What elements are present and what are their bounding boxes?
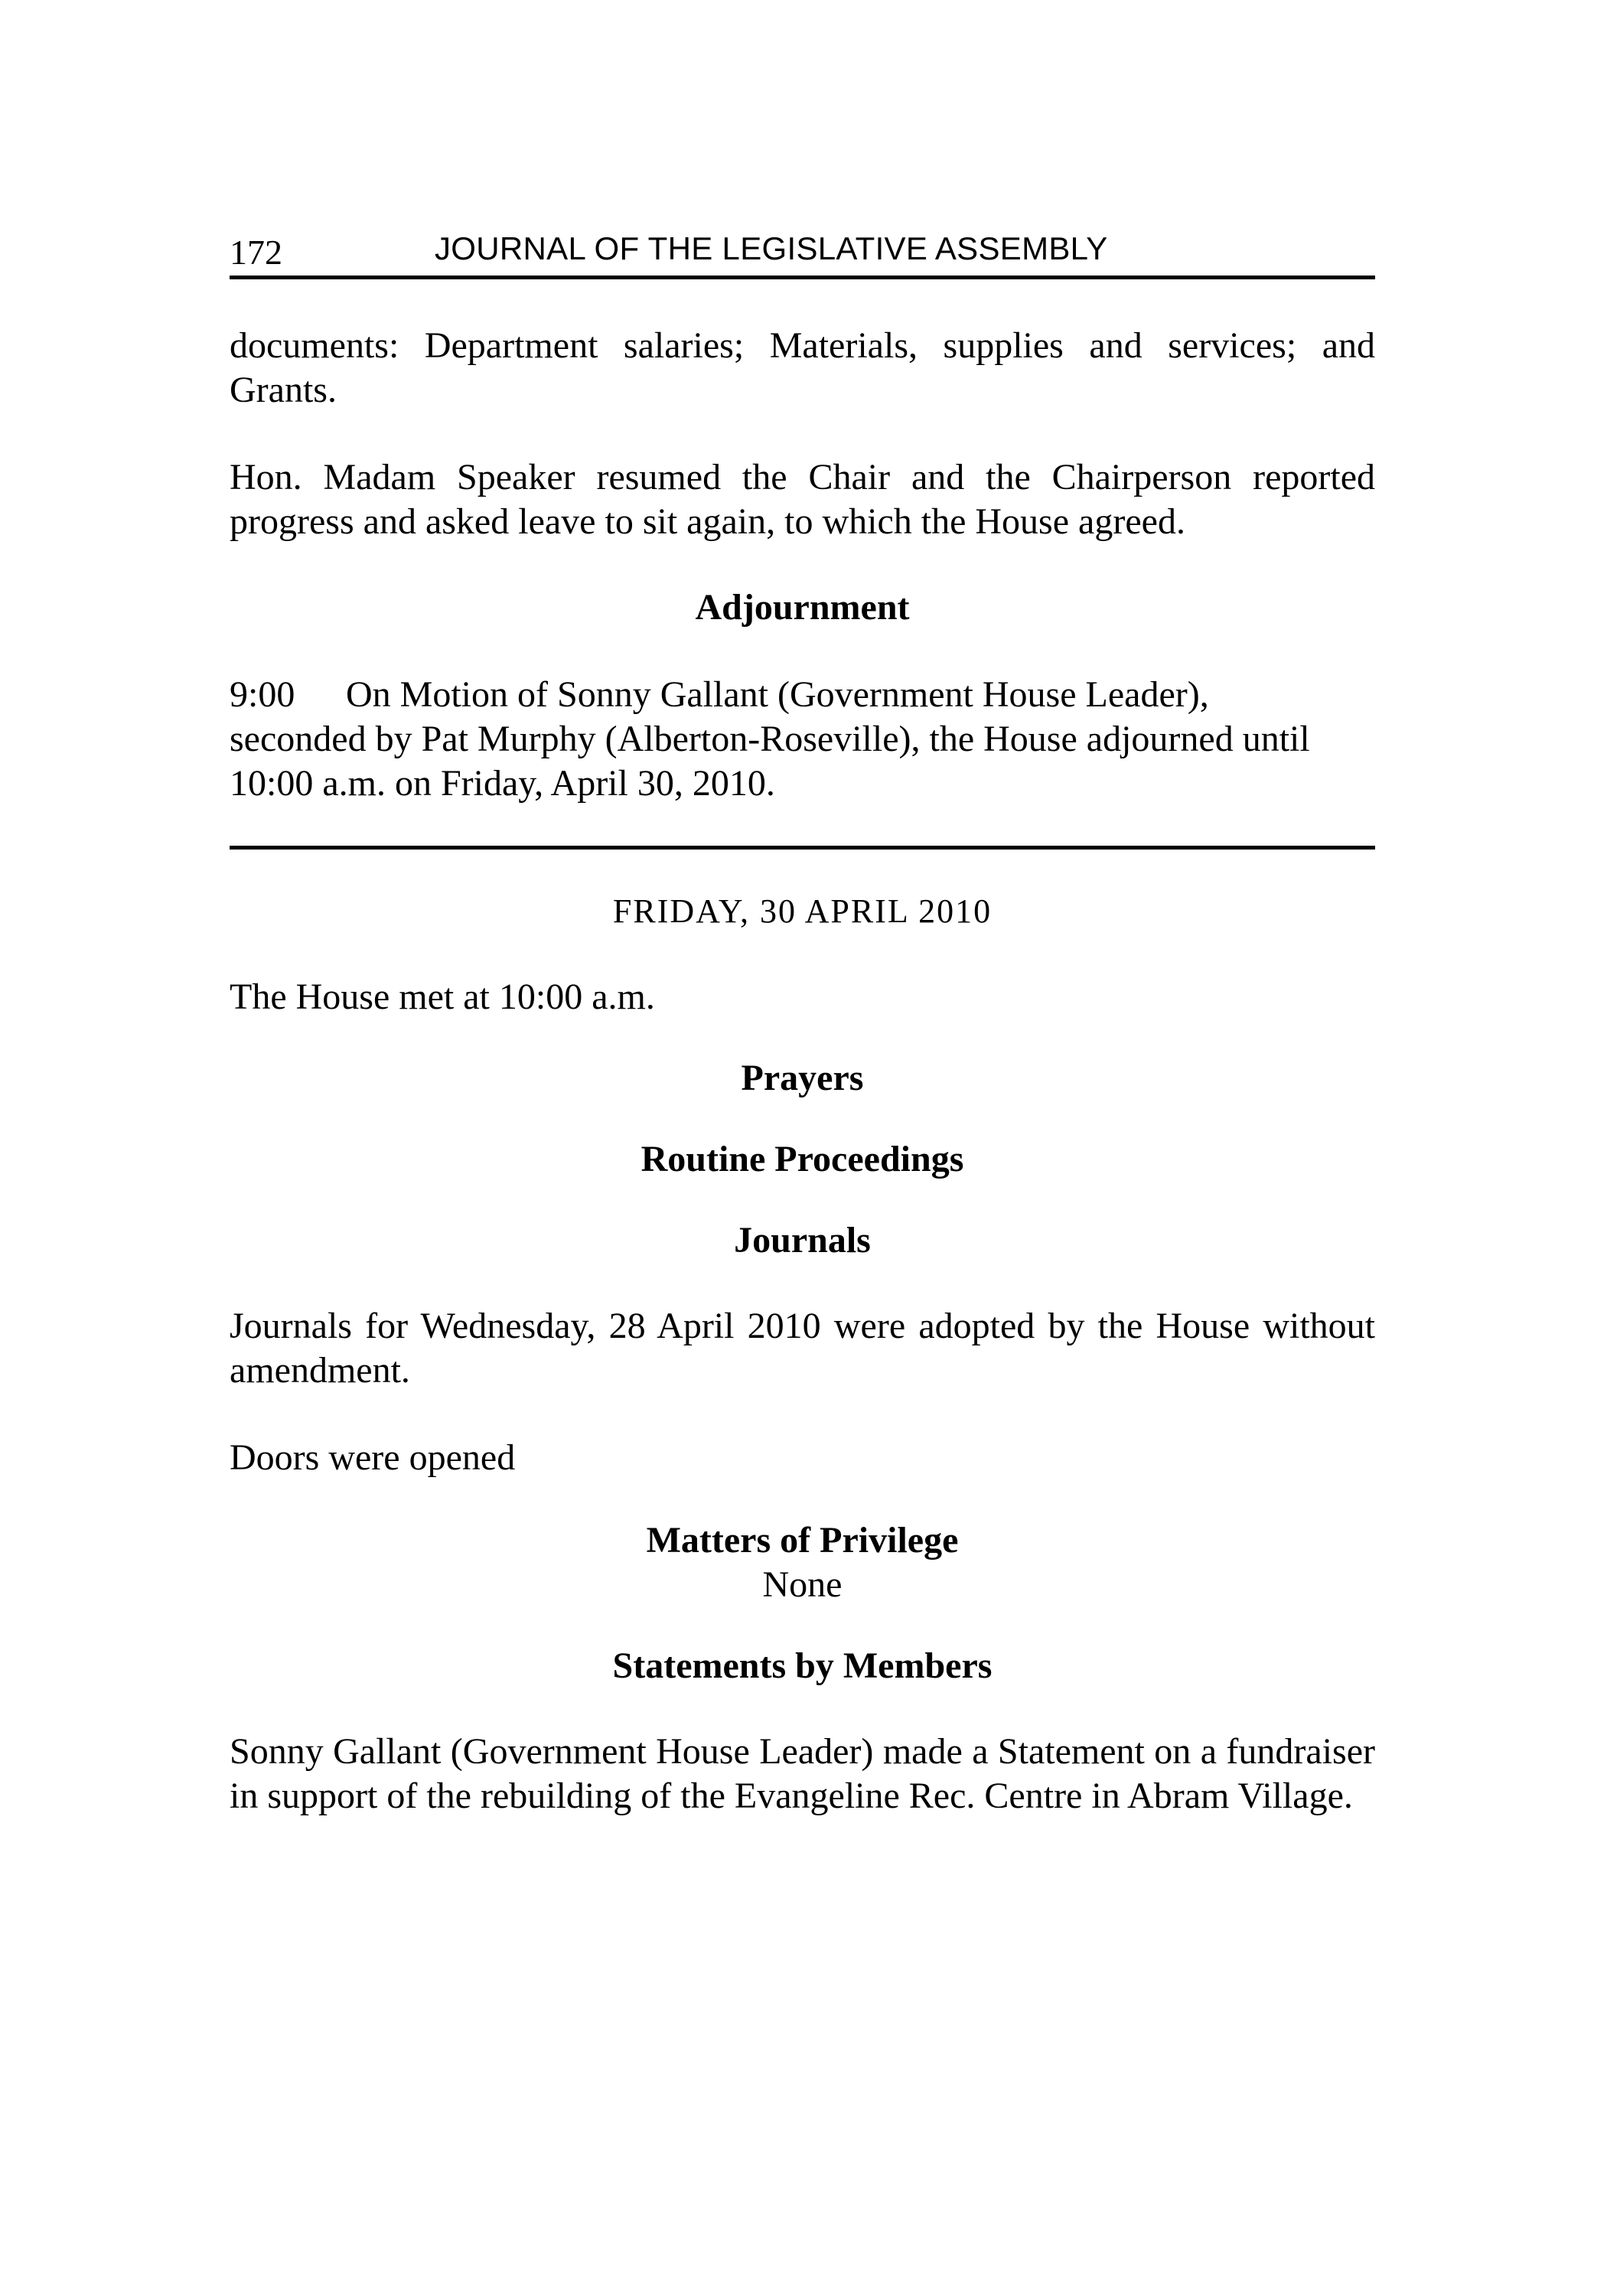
adjournment-line-1-text: On Motion of Sonny Gallant (Government House Leader), [346,674,1209,715]
adjournment-entry [230,673,1375,806]
paragraph-doors-opened: Doors were opened [230,1437,516,1478]
house-met: The House met at 10:00 a.m. [230,977,655,1017]
journal-title: JOURNAL OF THE LEGISLATIVE ASSEMBLY [435,230,1108,266]
running-head [230,222,1375,279]
heading-statements-by-members: Statements by Members [612,1645,993,1686]
adjournment-time: 9:00 [230,674,295,715]
adjournment-line-2: seconded by Pat Murphy (Alberton-Roseville), the House adjourned until [230,719,1310,759]
paragraph-statement: Sonny Gallant (Government House Leader) made a Statement on a fundraiser in support of the rebuilding of the Evangeline Rec. Centre in Abram Village. [230,1731,1375,1816]
heading-journals: Journals [734,1220,871,1261]
sitting-date: FRIDAY, 30 APRIL 2010 [612,892,993,930]
section-divider [230,846,1375,850]
heading-matters-of-privilege: Matters of Privilege [646,1520,959,1561]
page-number: 172 [230,233,282,272]
adjournment-line-1 [230,673,1375,717]
paragraph-documents: documents: Department salaries; Materials, supplies and services; and Grants. [230,325,1375,410]
heading-routine-proceedings: Routine Proceedings [641,1139,964,1179]
paragraph-speaker-resumed: Hon. Madam Speaker resumed the Chair and the Chairperson reported progress and asked leave to sit again, to which the House agreed. [230,457,1375,542]
heading-adjournment: Adjournment [695,587,910,628]
paragraph-journals-adopted: Journals for Wednesday, 28 April 2010 were adopted by the House without amendment. [230,1306,1375,1391]
adjournment-line-3: 10:00 a.m. on Friday, April 30, 2010. [230,763,775,804]
heading-prayers: Prayers [741,1058,864,1098]
journal-page [230,222,1375,1818]
privilege-none: None [762,1564,843,1605]
